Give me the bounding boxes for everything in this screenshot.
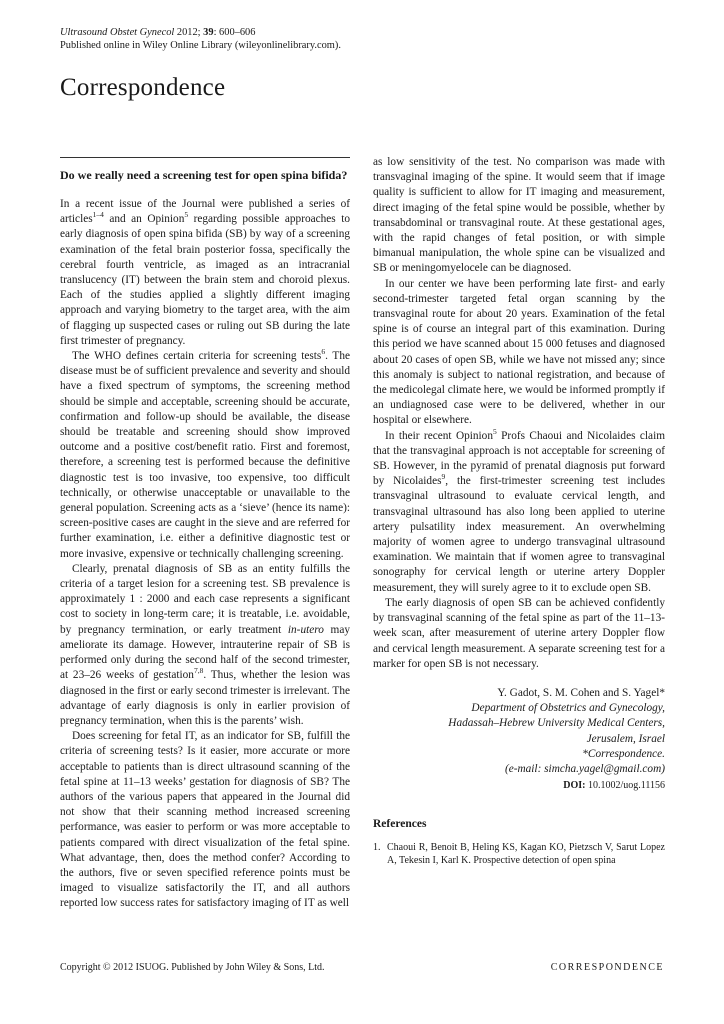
published-online: Published online in Wiley Online Library (wileyonlinelibrary.com). (60, 40, 341, 51)
reference-item: 1. Chaoui R, Benoit B, Heling KS, Kagan KO, Pietzsch V, Sarut Lopez A, Tekesin I, Karl K. Prospective detection of open spina (373, 841, 665, 866)
signature-block (373, 686, 665, 777)
department: Department of Obstetrics and Gynecology, (471, 702, 665, 715)
paragraph-5: In our center we have been performing late first- and early second-trimester targeted fetal organ scanning by the transvaginal route for about 20 years. Examination of the fetal spine is of course an integral part of this examination. During this period we have scanned about 15 000 fetuses and diagnosed about 20 cases of open SB, while we have not missed any; since this anomaly is subject to national registration, and because of the medicolegal climate here, we would be informed promptly if an undiagnosed case were to be delivered, whether in our hospital or elsewhere. (373, 277, 665, 427)
journal-citation: Ultrasound Obstet Gynecol 2012; 39: 600–606 (60, 27, 256, 38)
medical-center: Hadassah–Hebrew University Medical Centers, (448, 717, 665, 730)
citation-sup[interactable]: 1–4 (92, 210, 104, 220)
left-column (60, 157, 350, 912)
footer-section: CORRESPONDENCE (550, 962, 664, 973)
title-rule (60, 157, 350, 158)
citation-sup[interactable]: 5 (184, 210, 189, 220)
article-title: Do we really need a screening test for open spina bifida? (60, 168, 348, 182)
paragraph-3: Clearly, prenatal diagnosis of SB as an entity fulfills the criteria of a target lesion for a screening test. SB prevalence is approximately 1 : 2000 and each case represents a significant cost to society in long-term care; it is treatable, i.e. avoidable, by pregnancy termination, or early treatment in-utero may ameliorate its damage. However, intrauterine repair of SB is performed only during the second half of the second trimester, at 23–26 weeks of gestation$^{7,8}$. Thus, whether the lesion was diagnosed in the first or early second trimester is irrelevant. The advantage of early diagnosis is only in earlier provision of pregnancy termination, when this is the parents’ wish. (60, 562, 350, 727)
paragraph-4: Does screening for fetal IT, as an indicator for SB, fulfill the criteria of screening tests? Is it easier, more accurate or more acceptable to patients than is direct ultrasound scanning of the fetal spine at 11–13 weeks’ gestation for diagnosis of SB? The authors of the various papers that appeared in the Journal did not show that their scanning method increased screening performance, was easier to perform or was more acceptable to patients compared with direct visualization of the fetal spine. What advantage, then, does the method confer? According to the authors, five or seven specified reference points must be imaged to visualize satisfactorily the IT, and all authors reported low success rates for satisfactory imaging of IT as well (60, 730, 350, 910)
paragraph-6: In their recent Opinion$^5$ Profs Chaoui and Nicolaides claim that the transvaginal approach is not acceptable for screening of SB. However, in the pyramid of prenatal diagnosis put forward by Nicolaides$^9$, the first-trimester screening test includes transvaginal ultrasound to evaluate cervical length, and transvaginal ultrasound has also long been applied to uterine artery pulsatility index measurement. An overwhelming majority of women agree to undergo transvaginal ultrasound examination. We maintain that if women agree to transvaginal sonography for cervical length or uterine artery Doppler measurement, they will surely agree to it to exclude open SB. (373, 426, 666, 594)
city: Jerusalem, Israel (586, 732, 665, 745)
paragraph-2: The WHO defines certain criteria for screening tests$^6$. The disease must be of sufficient prevalence and severity and should have a fixed spectrum of symptoms, the screening method should be simple and acceptable, screening should be accurate, confirmation and follow-up should be available, the disease should be treatable and screening should show improved outcome and a positive cost/benefit ratio. First and foremost, therefore, a screening test is performed because the definitive diagnostic test is too invasive, too expensive, too difficult technically, or otherwise unacceptable or unavailable to the general population. Screening acts as a ‘sieve’ (hence its name): screen-positive cases are caught in the sieve and are referred for further examination, i.e. either a definitive diagnostic test or more invasive, expensive or technically challenging screening. (60, 347, 350, 560)
section-title: Correspondence (60, 74, 226, 101)
references-heading: References (373, 818, 427, 831)
footer-copyright: Copyright © 2012 ISUOG. Published by John Wiley & Sons, Ltd. (60, 962, 325, 973)
paragraph-1: In a recent issue of the Journal were published a series of articles$^{1-4}$ and an Opinion$^5$ regarding possible approaches to early diagnosis of open spina bifida (SB) by way of a screening examination of the fetal brain posterior fossa, specifically the cerebral fourth ventricle, as imaged as an intracranial translucency (IT) between the brain stem and choroid plexus. Each of the studies applied a slightly different imaging approach and varying biometry to the target area, with the aim of flagging up suspected cases or ruling out SB during the late first trimester of pregnancy. (60, 198, 350, 347)
paragraph-4-continued: as low sensitivity of the test. No comparison was made with transvaginal imaging of the spine. It would seem that if image quality is sufficient to allow for IT imaging and measurement, direct imaging of the fetal spine would be possible, whether by transabdominal or transvaginal route. At these gestational ages, with the rapid changes of fetal position, or with simple bimanual manipulation, the whole spine can be visualized and SB or meningomyelocele can be diagnosed. (373, 156, 665, 275)
citation-sup[interactable]: 5 (492, 426, 497, 436)
right-column (373, 155, 665, 867)
citation-sup[interactable]: 9 (441, 472, 446, 482)
authors: Y. Gadot, S. M. Cohen and S. Yagel* (497, 686, 665, 699)
running-header (60, 26, 341, 52)
email[interactable]: (e-mail: simcha.yagel@gmail.com) (504, 762, 665, 775)
correspondence-note: *Correspondence. (582, 747, 665, 760)
citation-sup[interactable]: 7,8 (193, 666, 204, 676)
paragraph-7: The early diagnosis of open SB can be achieved confidently by transvaginal scanning of the fetal spine as part of the 11–13-week scan, after measurement of uterine artery Doppler flow and cervical length measurement. A separate screening test for a marker for open SB is not necessary. (373, 596, 665, 670)
doi[interactable]: DOI: 10.1002/uog.11156 (563, 780, 665, 792)
citation-sup[interactable]: 6 (321, 347, 326, 357)
